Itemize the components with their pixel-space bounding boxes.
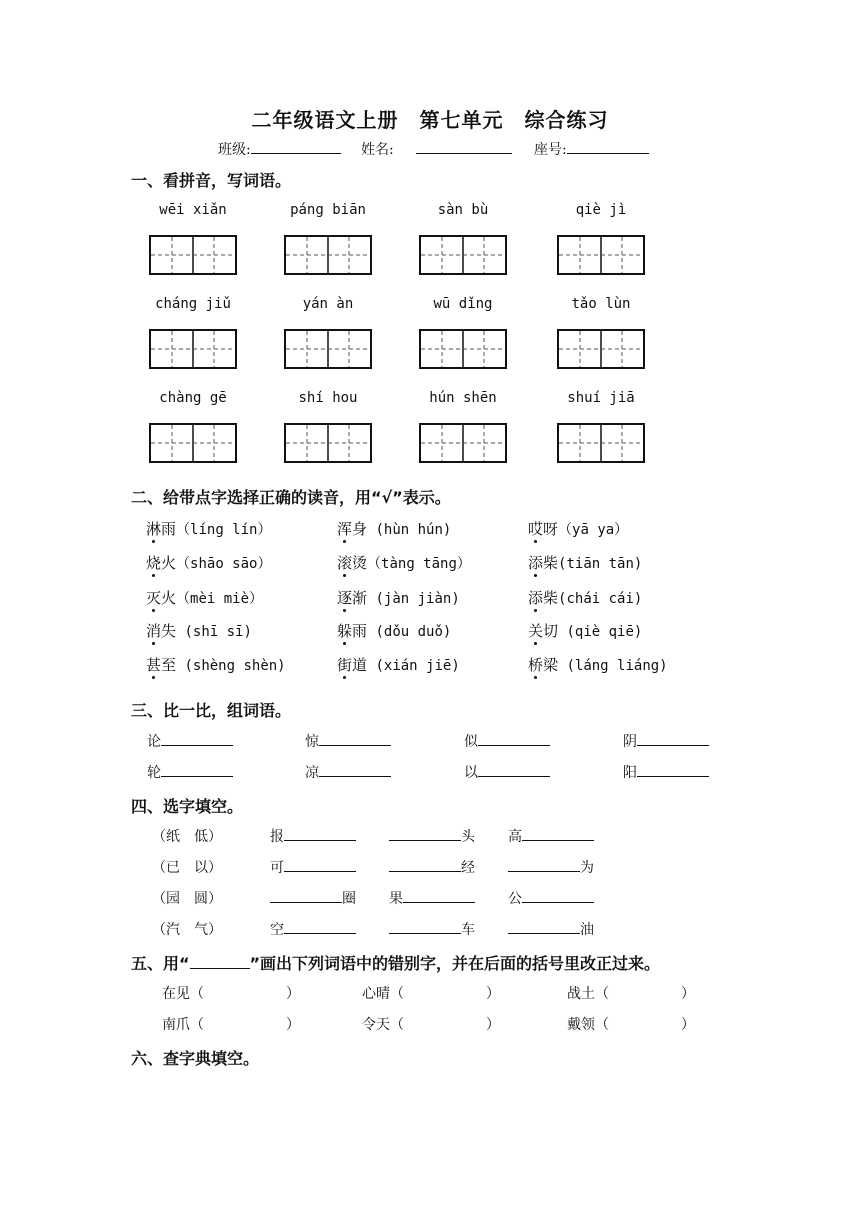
close-paren: ） [286, 986, 300, 1002]
close-paren: ） [486, 986, 500, 1002]
compare-character: 阴 [623, 734, 637, 750]
typo-item [567, 1014, 695, 1034]
answer-blank[interactable] [522, 888, 594, 903]
word-rest: 雨 [352, 622, 368, 640]
answer-blank[interactable] [478, 762, 550, 777]
tianzige-box[interactable] [149, 423, 237, 463]
dotted-character: 添 [528, 589, 544, 607]
reading-item [337, 654, 460, 675]
choice-options: （汽 气） [152, 922, 222, 938]
typo-word[interactable]: 心晴（ [362, 986, 404, 1002]
tianzige-box[interactable] [284, 329, 372, 369]
word-rest: 切 [543, 622, 559, 640]
reading-item [337, 587, 460, 608]
compare-item [464, 762, 550, 782]
choice-options: （已 以） [152, 860, 222, 876]
pronunciation-options[interactable]: (láng liáng) [558, 658, 668, 674]
compare-item [147, 762, 233, 782]
tianzige-box[interactable] [149, 235, 237, 275]
tianzige-box[interactable] [557, 423, 645, 463]
class-field[interactable] [218, 139, 341, 159]
answer-blank[interactable] [478, 731, 550, 746]
pinyin-label: yán àn [302, 296, 354, 312]
word-rest: 身 [352, 520, 368, 538]
fill-item [508, 888, 594, 908]
answer-blank[interactable] [161, 731, 233, 746]
fill-item [270, 919, 356, 939]
fill-character: 车 [461, 922, 475, 938]
section-3-heading: 三、比一比，组词语。 [131, 701, 292, 720]
name-field[interactable] [361, 139, 512, 159]
typo-word[interactable]: 南爪（ [162, 1017, 204, 1033]
typo-item [362, 1014, 500, 1034]
dotted-character: 桥 [528, 656, 544, 674]
pinyin-label: shuí jiā [567, 390, 635, 406]
pinyin-label: tǎo lùn [571, 296, 631, 312]
reading-item [146, 620, 252, 641]
reading-item [528, 654, 668, 675]
class-blank[interactable] [251, 139, 341, 154]
fill-item [508, 826, 594, 846]
word-rest: 柴 [543, 554, 559, 572]
typo-word[interactable]: 戴领（ [567, 1017, 609, 1033]
choice-options: （园 圆） [152, 891, 222, 907]
reading-item [528, 552, 642, 573]
pronunciation-options[interactable]: （yā ya） [558, 522, 629, 538]
pinyin-label: shí hou [298, 390, 358, 406]
compare-character: 似 [464, 734, 478, 750]
section-1-heading: 一、看拼音，写词语。 [131, 171, 292, 190]
typo-item [567, 983, 695, 1003]
fill-character: 头 [461, 829, 475, 845]
answer-blank[interactable] [403, 888, 475, 903]
word-rest: 失 [161, 622, 177, 640]
choice-options: （纸 低） [152, 829, 222, 845]
answer-blank[interactable] [284, 857, 356, 872]
reading-item [528, 518, 628, 539]
fill-item [270, 888, 356, 908]
reading-item [146, 654, 286, 675]
word-rest: 道 [352, 656, 368, 674]
section-6-heading: 六、查字典填空。 [131, 1049, 260, 1068]
fill-character: 高 [508, 829, 522, 845]
dotted-character: 甚 [146, 656, 162, 674]
dotted-character: 滚 [337, 554, 353, 572]
dotted-character: 浑 [337, 520, 353, 538]
word-rest: 渐 [352, 589, 368, 607]
tianzige-box[interactable] [284, 235, 372, 275]
close-paren: ） [681, 1017, 695, 1033]
typo-item [162, 983, 300, 1003]
answer-blank[interactable] [284, 919, 356, 934]
pronunciation-options[interactable]: (chái cái) [558, 591, 643, 607]
answer-blank[interactable] [508, 919, 580, 934]
section-4-heading: 四、选字填空。 [131, 797, 244, 816]
seat-field[interactable] [534, 139, 649, 159]
word-rest: 火 [161, 589, 177, 607]
tianzige-box[interactable] [557, 235, 645, 275]
fill-character: 为 [580, 860, 594, 876]
pinyin-label: wū dǐng [433, 296, 493, 312]
pronunciation-options[interactable]: (qiè qiē) [558, 624, 643, 640]
section-5-heading [131, 951, 660, 974]
fill-item [508, 919, 594, 939]
tianzige-box[interactable] [557, 329, 645, 369]
typo-word[interactable]: 战土（ [567, 986, 609, 1002]
pinyin-label: wēi xiǎn [159, 202, 227, 218]
compare-item [623, 731, 709, 751]
seat-blank[interactable] [567, 139, 649, 154]
tianzige-box[interactable] [419, 423, 507, 463]
reading-item [337, 518, 451, 539]
fill-item [389, 888, 475, 908]
tianzige-box[interactable] [419, 235, 507, 275]
close-paren: ） [286, 1017, 300, 1033]
seat-label: 座号: [534, 142, 567, 158]
name-label: 姓名: [361, 142, 394, 158]
compare-character: 论 [147, 734, 161, 750]
close-paren: ） [681, 986, 695, 1002]
compare-character: 惊 [305, 734, 319, 750]
reading-item [528, 587, 642, 608]
fill-character: 经 [461, 860, 475, 876]
dotted-character: 关 [528, 622, 544, 640]
pronunciation-options[interactable]: （tàng tāng） [367, 556, 471, 572]
compare-item [464, 731, 550, 751]
reading-item [337, 620, 451, 641]
answer-blank[interactable] [319, 731, 391, 746]
fill-item [389, 826, 475, 846]
fill-character: 空 [270, 922, 284, 938]
answer-blank[interactable] [522, 826, 594, 841]
reading-item [146, 518, 271, 539]
compare-character: 凉 [305, 765, 319, 781]
pronunciation-options[interactable]: (dǒu duǒ) [367, 624, 452, 640]
pronunciation-options[interactable]: (shī sī) [176, 624, 252, 640]
dotted-character: 淋 [146, 520, 162, 538]
word-rest: 火 [161, 554, 177, 572]
typo-item [162, 1014, 300, 1034]
pinyin-label: cháng jiǔ [155, 296, 231, 312]
pinyin-label: sàn bù [437, 202, 489, 218]
fill-item [508, 857, 594, 877]
fill-item [389, 857, 475, 877]
pinyin-label: chàng gē [159, 390, 227, 406]
close-paren: ） [486, 1017, 500, 1033]
pronunciation-options[interactable]: (hùn hún) [367, 522, 452, 538]
class-label: 班级: [218, 142, 251, 158]
dotted-character: 逐 [337, 589, 353, 607]
fill-item [270, 826, 356, 846]
fill-character: 油 [580, 922, 594, 938]
typo-word[interactable]: 令天（ [362, 1017, 404, 1033]
answer-blank[interactable] [161, 762, 233, 777]
tianzige-box[interactable] [419, 329, 507, 369]
compare-item [623, 762, 709, 782]
pronunciation-options[interactable]: (shèng shèn) [176, 658, 286, 674]
pronunciation-options[interactable]: (tiān tān) [558, 556, 643, 572]
compare-item [305, 762, 391, 782]
fill-character: 圈 [342, 891, 356, 907]
dotted-character: 街 [337, 656, 353, 674]
reading-item [146, 552, 271, 573]
dotted-character: 烧 [146, 554, 162, 572]
answer-blank[interactable] [389, 919, 461, 934]
dotted-character: 躲 [337, 622, 353, 640]
compare-item [147, 731, 233, 751]
dotted-character: 哎 [528, 520, 544, 538]
word-rest: 烫 [352, 554, 368, 572]
pinyin-label: páng biān [290, 202, 366, 218]
dotted-character: 灭 [146, 589, 162, 607]
pronunciation-options[interactable]: （mèi miè） [176, 591, 264, 607]
dotted-character: 添 [528, 554, 544, 572]
pinyin-label: qiè jì [575, 202, 627, 218]
typo-word[interactable]: 在见（ [162, 986, 204, 1002]
answer-blank[interactable] [270, 888, 342, 903]
answer-blank[interactable] [284, 826, 356, 841]
reading-item [146, 587, 263, 608]
answer-blank[interactable] [389, 826, 461, 841]
page-title: 二年级语文上册 第七单元 综合练习 [251, 108, 609, 132]
word-rest: 柴 [543, 589, 559, 607]
pinyin-label: hún shēn [429, 390, 497, 406]
underline-sample [190, 956, 250, 969]
compare-character: 阳 [623, 765, 637, 781]
word-rest: 呀 [543, 520, 559, 538]
fill-character: 报 [270, 829, 284, 845]
answer-blank[interactable] [508, 857, 580, 872]
pronunciation-options[interactable]: (xián jiē) [367, 658, 460, 674]
answer-blank[interactable] [637, 762, 709, 777]
typo-item [362, 983, 500, 1003]
section-2-heading: 二、给带点字选择正确的读音，用“√”表示。 [131, 488, 451, 507]
tianzige-box[interactable] [284, 423, 372, 463]
fill-item [270, 857, 356, 877]
compare-character: 轮 [147, 765, 161, 781]
tianzige-box[interactable] [149, 329, 237, 369]
section-5-suffix: ”画出下列词语中的错别字，并在后面的括号里改正过来。 [249, 954, 661, 973]
reading-item [337, 552, 471, 573]
answer-blank[interactable] [637, 731, 709, 746]
pronunciation-options[interactable]: （líng lín） [176, 522, 272, 538]
section-5-prefix: 五、用“ [131, 954, 190, 973]
name-blank[interactable] [416, 139, 512, 154]
answer-blank[interactable] [319, 762, 391, 777]
fill-character: 可 [270, 860, 284, 876]
fill-item [389, 919, 475, 939]
fill-character: 果 [389, 891, 403, 907]
word-rest: 雨 [161, 520, 177, 538]
compare-character: 以 [464, 765, 478, 781]
compare-item [305, 731, 391, 751]
answer-blank[interactable] [389, 857, 461, 872]
dotted-character: 消 [146, 622, 162, 640]
pronunciation-options[interactable]: （shāo sāo） [176, 556, 272, 572]
pronunciation-options[interactable]: (jàn jiàn) [367, 591, 460, 607]
word-rest: 梁 [543, 656, 559, 674]
word-rest: 至 [161, 656, 177, 674]
reading-item [528, 620, 642, 641]
fill-character: 公 [508, 891, 522, 907]
